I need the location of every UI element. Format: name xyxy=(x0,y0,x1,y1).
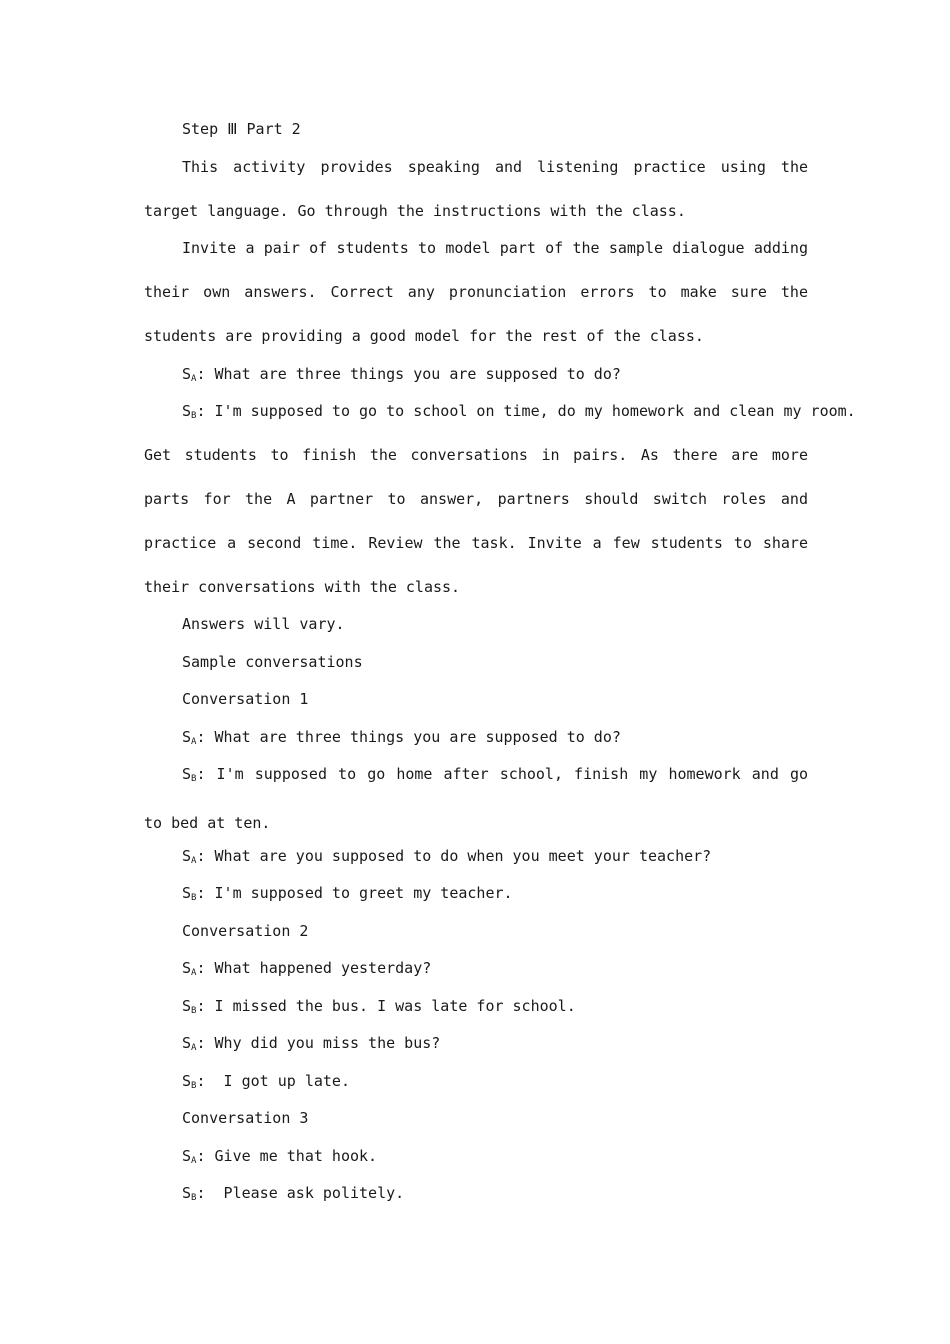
speaker-label: S xyxy=(182,365,192,383)
speaker-label: S xyxy=(182,1147,192,1165)
paragraph-activity: This activity provides speaking and listening practice using the target language. Go through the instructions with the class. xyxy=(144,158,808,220)
speaker-label: S xyxy=(182,728,192,746)
step-heading: Step Ⅲ Part 2 xyxy=(182,120,301,138)
speaker-label: S xyxy=(182,1184,192,1202)
line-text: : I got up late. xyxy=(196,1072,350,1090)
speaker-sub: B xyxy=(191,411,197,421)
speaker-label: S xyxy=(182,402,192,420)
line-text: : Please ask politely. xyxy=(196,1184,405,1202)
line-text: : What are three things you are supposed to do? xyxy=(196,365,621,383)
speaker-label: S xyxy=(182,884,192,902)
line-text: : I missed the bus. I was late for school. xyxy=(196,997,576,1015)
line-text: : Why did you miss the bus? xyxy=(196,1034,441,1052)
conv3-line-b1 xyxy=(144,1171,808,1220)
speaker-sub: B xyxy=(191,1006,197,1016)
sample-heading: Sample conversations xyxy=(182,653,363,671)
line-text: : What happened yesterday? xyxy=(196,959,432,977)
model-line-b xyxy=(144,389,856,438)
conversation-2-title: Conversation 2 xyxy=(182,922,309,940)
conversation-3-title: Conversation 3 xyxy=(182,1109,309,1127)
speaker-label: S xyxy=(182,1034,192,1052)
line-text: : What are three things you are supposed to do? xyxy=(196,728,621,746)
paragraph-pairs: Get students to finish the conversations in pairs. As there are more parts for the A partner to answer, partners should switch roles and practice a second time. Review the task. Invite a few students to share their conversations with the class. xyxy=(144,446,808,596)
conversation-1-title: Conversation 1 xyxy=(182,690,309,708)
speaker-sub: B xyxy=(191,1081,197,1091)
speaker-sub: B xyxy=(191,1193,197,1203)
line-text: : I'm supposed to go to school on time, do my homework and clean my room. xyxy=(196,402,856,420)
speaker-label: S xyxy=(182,997,192,1015)
speaker-sub: B xyxy=(191,893,197,903)
speaker-sub: B xyxy=(191,774,197,784)
speaker-label: S xyxy=(182,959,192,977)
speaker-sub: A xyxy=(191,737,197,747)
speaker-label: S xyxy=(182,765,192,783)
line-text: : Give me that hook. xyxy=(196,1147,378,1165)
line-text: : I'm supposed to greet my teacher. xyxy=(196,884,513,902)
speaker-sub: A xyxy=(191,856,197,866)
line-text: : I'm supposed to go home after school, finish my homework and go to bed at ten. xyxy=(144,765,808,832)
speaker-sub: A xyxy=(191,968,197,978)
paragraph-invite: Invite a pair of students to model part of the sample dialogue adding their own answers. Correct any pronunciation errors to make sure the students are providing a good model for the rest of the class. xyxy=(144,239,808,345)
speaker-sub: A xyxy=(191,374,197,384)
speaker-label: S xyxy=(182,1072,192,1090)
line-text: : What are you supposed to do when you meet your teacher? xyxy=(196,847,712,865)
speaker-sub: A xyxy=(191,1043,197,1053)
answers-note: Answers will vary. xyxy=(182,615,345,633)
speaker-sub: A xyxy=(191,1156,197,1166)
speaker-label: S xyxy=(182,847,192,865)
conv1-line-b1 xyxy=(144,752,808,845)
